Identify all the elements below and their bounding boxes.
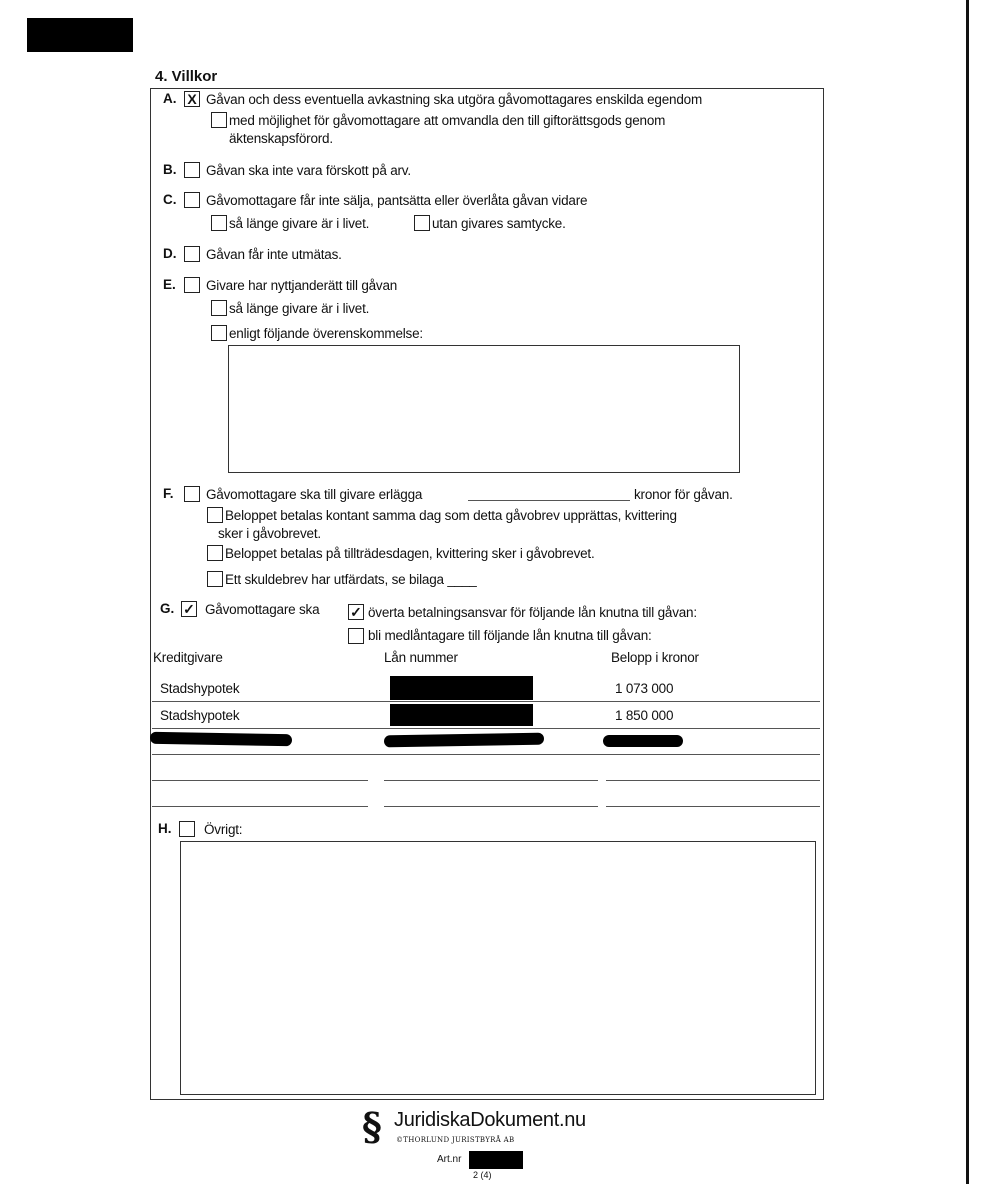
table-rule (384, 806, 598, 807)
loan-row-1-amount: 1 073 000 (615, 681, 674, 696)
table-rule (606, 806, 820, 807)
item-a-sub-line1: med möjlighet för gåvomottagare att omvandla den till giftorättsgods genom (229, 113, 666, 128)
item-f-opt3: Ett skuldebrev har utfärdats, se bilaga ____ (225, 572, 477, 587)
article-number-redacted (469, 1151, 523, 1169)
loan-row-2-amount: 1 850 000 (615, 708, 674, 723)
logo-subtitle: ©THORLUND JURISTBYRÅ AB (396, 1136, 515, 1144)
other-textarea[interactable] (180, 841, 816, 1095)
page-edge (966, 0, 969, 1184)
item-g-text: Gåvomottagare ska (205, 602, 320, 617)
agreement-textarea[interactable] (228, 345, 740, 473)
checkbox-d[interactable] (184, 246, 200, 262)
item-letter-d: D. (163, 246, 177, 261)
item-a-text: Gåvan och dess eventuella avkastning ska utgöra gåvomottagares enskilda egendom (206, 92, 703, 107)
item-f-text-before: Gåvomottagare ska till givare erlägga (206, 487, 423, 502)
checkbox-c[interactable] (184, 192, 200, 208)
logo-icon: § (362, 1104, 382, 1149)
table-rule (152, 728, 820, 729)
item-g-opt2: bli medlåntagare till följande lån knutna till gåvan: (368, 628, 652, 643)
item-f-opt1-line1: Beloppet betalas kontant samma dag som detta gåvobrev upprättas, kvittering (225, 508, 677, 523)
checkbox-g-opt2[interactable] (348, 628, 364, 644)
item-f-opt1-line2: sker i gåvobrevet. (218, 526, 321, 541)
scribble-redaction (603, 735, 683, 747)
item-letter-g: G. (160, 601, 175, 616)
loan-row-1-creditor: Stadshypotek (160, 681, 240, 696)
scribble-redaction (150, 732, 292, 746)
page-number: 2 (4) (473, 1170, 492, 1180)
checkbox-e-opt2[interactable] (211, 325, 227, 341)
checkbox-g-opt1[interactable]: ✓ (348, 604, 364, 620)
article-number-label: Art.nr (437, 1154, 462, 1165)
checkbox-f-opt3[interactable] (207, 571, 223, 587)
checkbox-f-opt1[interactable] (207, 507, 223, 523)
checkbox-f-opt2[interactable] (207, 545, 223, 561)
checkbox-f[interactable] (184, 486, 200, 502)
loan-row-2-number-redacted (390, 704, 533, 726)
item-f-text-after: kronor för gåvan. (634, 487, 733, 502)
item-c-text: Gåvomottagare får inte sälja, pantsätta eller överlåta gåvan vidare (206, 193, 588, 208)
item-b-text: Gåvan ska inte vara förskott på arv. (206, 163, 411, 178)
checkbox-c-opt2[interactable] (414, 215, 430, 231)
item-e-opt1: så länge givare är i livet. (229, 301, 370, 316)
item-letter-h: H. (158, 821, 172, 836)
column-header-loan-number: Lån nummer (384, 650, 458, 665)
item-letter-a: A. (163, 91, 177, 106)
item-a-sub-line2: äktenskapsförord. (229, 131, 333, 146)
item-c-opt2: utan givares samtycke. (432, 216, 566, 231)
item-g-opt1: överta betalningsansvar för följande lån knutna till gåvan: (368, 605, 697, 620)
item-letter-c: C. (163, 192, 177, 207)
checkbox-c-opt1[interactable] (211, 215, 227, 231)
item-f-opt2: Beloppet betalas på tillträdesdagen, kvittering sker i gåvobrevet. (225, 546, 595, 561)
checkbox-a-sub[interactable] (211, 112, 227, 128)
table-rule (152, 780, 368, 781)
checkbox-h[interactable] (179, 821, 195, 837)
section-title: 4. Villkor (155, 68, 218, 85)
item-c-opt1: så länge givare är i livet. (229, 216, 370, 231)
item-h-text: Övrigt: (204, 822, 243, 837)
checkbox-e[interactable] (184, 277, 200, 293)
column-header-amount: Belopp i kronor (611, 650, 699, 665)
redaction-block (27, 18, 133, 52)
table-rule (152, 754, 820, 755)
loan-row-2-creditor: Stadshypotek (160, 708, 240, 723)
item-letter-e: E. (163, 277, 176, 292)
checkbox-e-opt1[interactable] (211, 300, 227, 316)
loan-row-1-number-redacted (390, 676, 533, 700)
logo-text: JuridiskaDokument.nu (394, 1109, 586, 1131)
table-rule (152, 701, 820, 702)
checkbox-g[interactable]: ✓ (181, 601, 197, 617)
item-e-text: Givare har nyttjanderätt till gåvan (206, 278, 398, 293)
table-rule (384, 780, 598, 781)
item-letter-f: F. (163, 486, 174, 501)
item-e-opt2: enligt följande överenskommelse: (229, 326, 423, 341)
item-d-text: Gåvan får inte utmätas. (206, 247, 342, 262)
table-rule (606, 780, 820, 781)
table-rule (152, 806, 368, 807)
amount-blank[interactable] (468, 500, 630, 501)
item-letter-b: B. (163, 162, 177, 177)
column-header-creditor: Kreditgivare (153, 650, 223, 665)
checkbox-b[interactable] (184, 162, 200, 178)
checkbox-a[interactable]: X (184, 91, 200, 107)
